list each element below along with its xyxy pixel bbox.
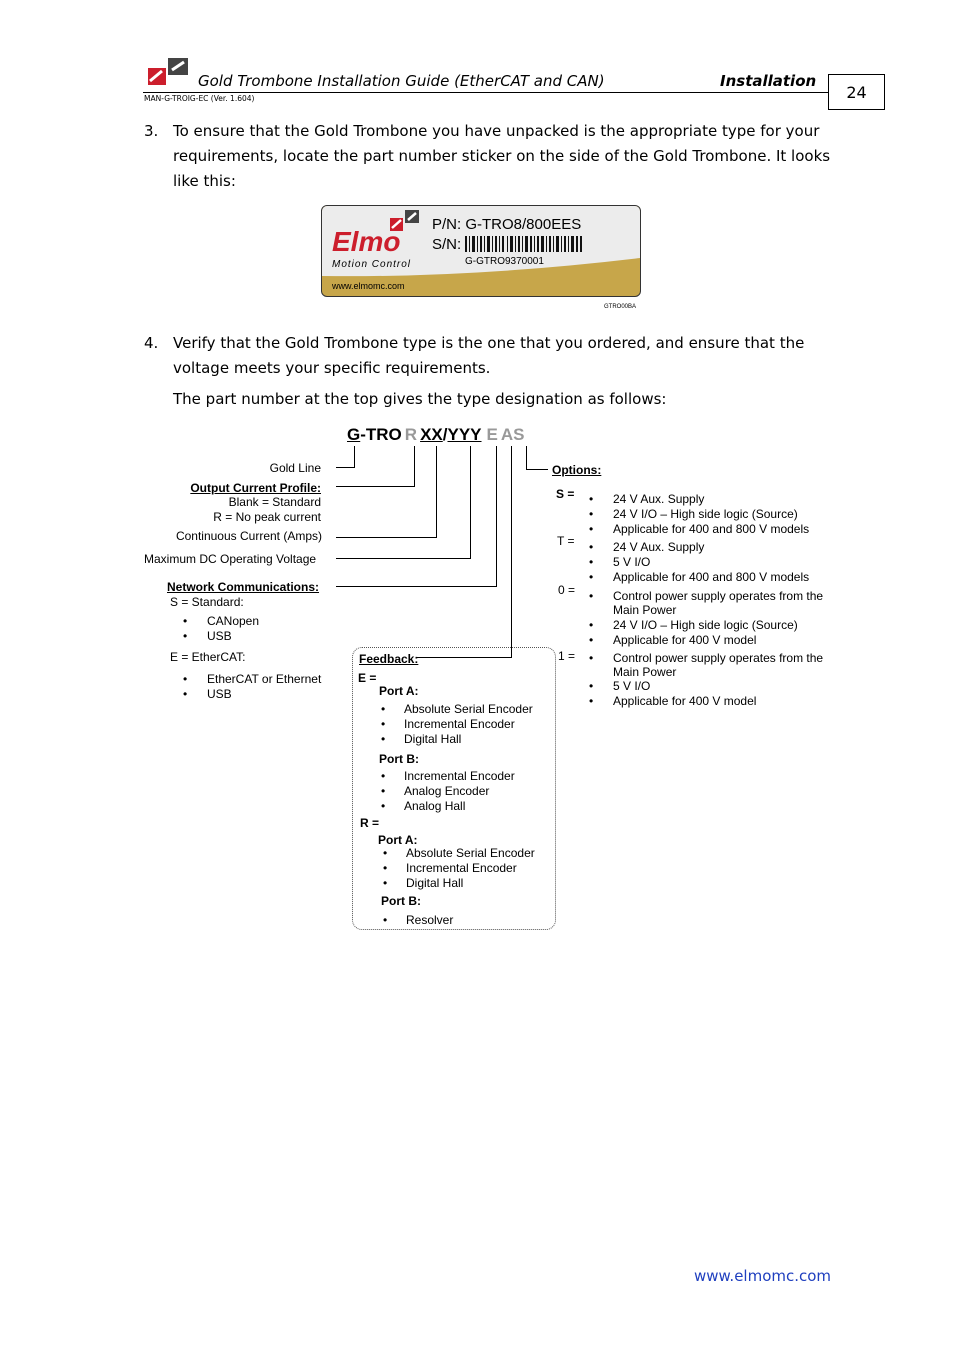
- designation-a: A: [500, 425, 514, 444]
- bullet: •: [589, 507, 594, 521]
- bullet: •: [381, 702, 386, 716]
- sticker-code: GTRO00BA: [604, 304, 637, 310]
- sticker-pn: P/N: G-TRO8/800EES: [432, 216, 582, 233]
- bullet: •: [383, 846, 388, 860]
- label-ocp-blank: Blank = Standard: [228, 495, 321, 509]
- bullet: •: [589, 555, 594, 569]
- bullet: •: [183, 629, 188, 643]
- bullet: •: [183, 672, 188, 686]
- net-e-item: USB: [207, 687, 232, 701]
- net-e-item: EtherCAT or Ethernet: [207, 672, 322, 686]
- bullet: •: [381, 717, 386, 731]
- designation-s: S: [513, 425, 525, 444]
- designation-tro: -TRO: [360, 425, 402, 444]
- bullet: •: [589, 589, 594, 603]
- step-4-number: 4.: [144, 334, 159, 352]
- step-3-number: 3.: [144, 122, 159, 140]
- options-title: Options:: [552, 463, 602, 477]
- label-ocp-r: R = No peak current: [213, 510, 321, 524]
- bullet: •: [381, 769, 386, 783]
- feedback-r-eq: R =: [360, 816, 380, 830]
- elmo-logo-icon: [148, 58, 190, 86]
- step-3-text: To ensure that the Gold Trombone you have unpacked is the appropriate type for your requirements, locate the part number sticker on the side of the Gold Trombone. It looks like this:: [173, 122, 831, 190]
- sticker-serial: G-GTRO9370001: [465, 256, 544, 267]
- bullet: •: [589, 679, 594, 693]
- bullet: •: [381, 784, 386, 798]
- page-number: 24: [828, 74, 885, 110]
- part-number-intro: The part number at the top gives the type designation as follows:: [173, 390, 667, 408]
- feedback-e-port-b: Port B:: [379, 752, 419, 766]
- net-s-item: USB: [207, 629, 232, 643]
- feedback-r-port-b: Port B:: [381, 894, 421, 908]
- designation-e: E: [486, 425, 498, 444]
- designation-r: R: [404, 425, 418, 444]
- option-item: 24 V Aux. Supply: [613, 492, 705, 506]
- label-continuous: Continuous Current (Amps): [175, 529, 322, 543]
- bullet: •: [183, 614, 188, 628]
- bullet: •: [589, 651, 594, 665]
- feedback-e-port-a: Port A:: [379, 684, 419, 698]
- feedback-item: Absolute Serial Encoder: [406, 846, 535, 860]
- sticker-website: www.elmomc.com: [332, 281, 405, 291]
- feedback-e-eq: E =: [358, 671, 377, 685]
- feedback-r-port-a: Port A:: [378, 833, 418, 847]
- feedback-item: Absolute Serial Encoder: [404, 702, 533, 716]
- option-item: 24 V I/O – High side logic (Source): [613, 618, 798, 632]
- designation-yyy: YYY: [447, 425, 482, 444]
- bullet: •: [589, 522, 594, 536]
- doc-id: MAN-G-TROIG-EC (Ver. 1.604): [144, 94, 255, 103]
- bullet: •: [589, 540, 594, 554]
- bullet: •: [589, 570, 594, 584]
- feedback-item: Incremental Encoder: [406, 861, 517, 875]
- label-ocp-title: Output Current Profile:: [190, 481, 321, 495]
- header-section: Installation: [720, 72, 817, 90]
- option-item: 24 V Aux. Supply: [613, 540, 705, 554]
- options-0-eq: 0 =: [558, 583, 576, 597]
- bullet: •: [589, 618, 594, 632]
- header-rule: [143, 92, 828, 93]
- options-1-eq: 1 =: [558, 649, 576, 663]
- bullet: •: [381, 732, 386, 746]
- sticker-sn-label: S/N:: [432, 236, 462, 253]
- label-max-voltage: Maximum DC Operating Voltage: [144, 552, 317, 566]
- feedback-item: Digital Hall: [406, 876, 464, 890]
- bullet: •: [589, 633, 594, 647]
- net-s-item: CANopen: [207, 614, 260, 628]
- footer-link[interactable]: www.elmomc.com: [694, 1267, 832, 1285]
- option-item: Control power supply operates from the Main Power: [613, 651, 824, 679]
- label-gold-line: Gold Line: [269, 461, 321, 475]
- part-number-sticker: [321, 205, 641, 297]
- options-s-eq: S =: [556, 487, 575, 501]
- feedback-item: Analog Encoder: [404, 784, 490, 798]
- feedback-item: Incremental Encoder: [404, 769, 515, 783]
- bullet: •: [383, 913, 388, 927]
- feedback-item: Analog Hall: [404, 799, 466, 813]
- bullet: •: [381, 799, 386, 813]
- option-item: Applicable for 400 V model: [613, 633, 757, 647]
- feedback-title: Feedback:: [359, 652, 419, 666]
- option-item: Control power supply operates from the Main Power: [613, 589, 824, 617]
- label-net-title: Network Communications:: [167, 580, 320, 594]
- feedback-item: Incremental Encoder: [404, 717, 515, 731]
- bullet: •: [589, 492, 594, 506]
- sticker-brand-sub: Motion Control: [332, 259, 412, 270]
- bullet: •: [383, 876, 388, 890]
- header-title: Gold Trombone Installation Guide (EtherCAT and CAN): [198, 72, 605, 90]
- sticker-brand: Elmo: [332, 226, 401, 257]
- designation-code: [347, 425, 524, 445]
- step-4-text: Verify that the Gold Trombone type is the one that you ordered, and ensure that the voltage meets your specific requirements.: [173, 334, 805, 377]
- feedback-item: Resolver: [406, 913, 454, 927]
- label-net-e: E = EtherCAT:: [170, 650, 246, 664]
- option-item: 5 V I/O: [613, 555, 651, 569]
- designation-g: G: [347, 425, 361, 444]
- designation-slash: /: [442, 425, 448, 444]
- designation-xx: XX: [420, 425, 443, 444]
- bullet: •: [589, 694, 594, 708]
- option-item: 5 V I/O: [613, 679, 651, 693]
- bullet: •: [183, 687, 188, 701]
- option-item: Applicable for 400 V model: [613, 694, 757, 708]
- option-item: 24 V I/O – High side logic (Source): [613, 507, 798, 521]
- bullet: •: [383, 861, 388, 875]
- options-t-eq: T =: [557, 534, 575, 548]
- barcode-icon: [465, 236, 583, 257]
- feedback-item: Digital Hall: [404, 732, 462, 746]
- option-item: Applicable for 400 and 800 V models: [613, 522, 810, 536]
- option-item: Applicable for 400 and 800 V models: [613, 570, 810, 584]
- label-net-s: S = Standard:: [170, 595, 244, 609]
